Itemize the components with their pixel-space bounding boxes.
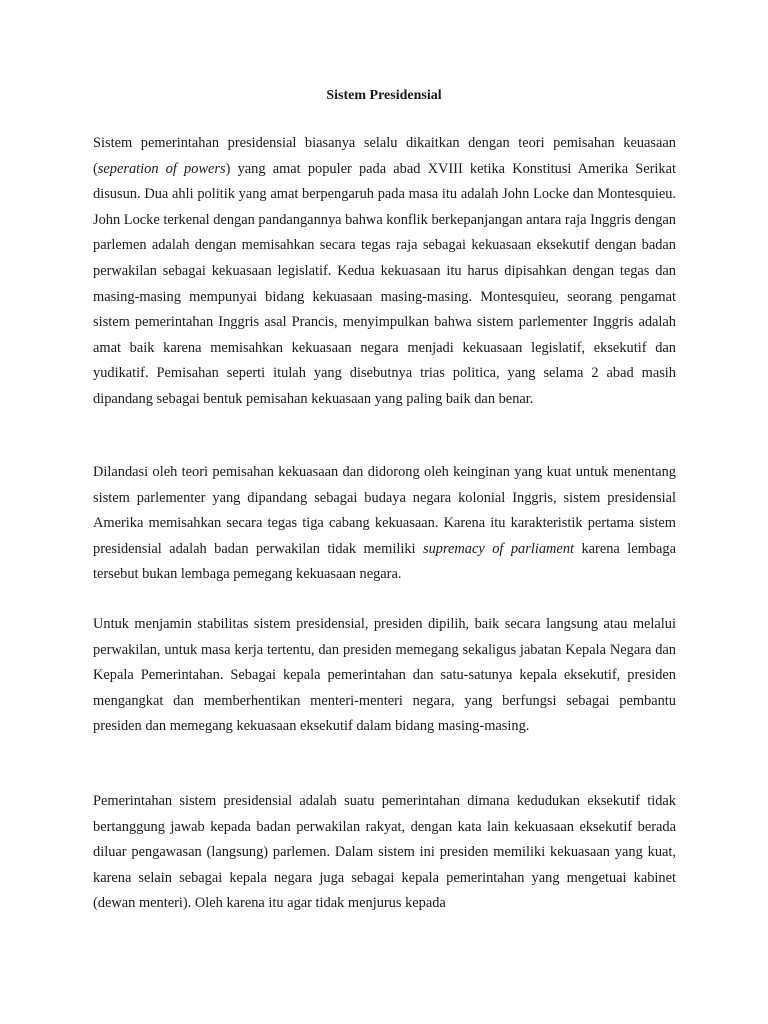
paragraph-3: Untuk menjamin stabilitas sistem presidensial, presiden dipilih, baik secara langsung atau melalui perwakilan, untuk masa kerja tertentu, dan presiden memegang sekaligus jabatan Kepala Negara dan Kepala Pemerintahan. Sebagai kepala pemerintahan dan satu-satunya kepala eksekutif, presiden mengangkat dan memberhentikan menteri-menteri negara, yang berfungsi sebagai pembantu presiden dan memegang kekuasaan eksekutif dalam bidang masing-masing.	[93, 616, 676, 735]
paragraph-1	[93, 131, 676, 413]
paragraph-2-text-c: karena lembaga tersebut bukan lembaga pemegang kekuasaan negara.	[93, 540, 676, 583]
paragraph-1-text-a: Sistem pemerintahan presidensial biasanya selalu dikaitkan dengan teori pemisahan keuasaan (	[93, 135, 676, 177]
paragraph-2-text-a: Dilandasi oleh teori pemisahan kekuasaan dan didorong oleh keinginan yang kuat untuk menentang sistem parlementer yang dipandang sebagai budaya negara kolonial Inggris, sistem presidensial Amerika memisahkan secara tegas tiga cabang kekuasaan. Karena itu karakteristik pertama sistem presidensial adalah badan perwakilan tidak memiliki	[93, 464, 676, 557]
paragraph-4: Pemerintahan sistem presidensial adalah suatu pemerintahan dimana kedudukan eksekutif tidak bertanggung jawab kepada badan perwakilan rakyat, dengan kata lain kekuasaan eksekutif berada diluar pengawasan (langsung) parlemen. Dalam sistem ini presiden memiliki kekuasaan yang kuat, karena selain sebagai kepala negara juga sebagai kepala pemerintahan yang mengetuai kabinet (dewan menteri). Oleh karena itu agar tidak menjurus kepada	[93, 793, 676, 912]
paragraph-1-text-c: ) yang amat populer pada abad XVIII ketika Konstitusi Amerika Serikat disusun. Dua ahli politik yang amat berpengaruh pada masa itu adalah John Locke dan Montesquieu. John Locke terkenal dengan pandangannya bahwa konflik berkepanjangan antara raja Inggris dengan parlemen adalah dengan memisahkan secara tegas raja sebagai kekuasaan eksekutif dengan badan perwakilan sebagai kekuasaan legislatif. Kedua kekuasaan itu harus dipisahkan dengan tegas dan masing-masing mempunyai bidang kekuasaan masing-masing. Montesquieu, seorang pengamat sistem pemerintahan Inggris asal Prancis, menyimpulkan bahwa sistem parlementer Inggris adalah amat baik karena memisahkan kekuasaan negara menjadi kekuasaan legislatif, eksekutif dan yudikatif. Pemisahan seperti itulah yang disebutnya trias politica, yang selama 2 abad masih dipandang sebagai bentuk pemisahan kekuasaan yang paling baik dan benar.	[93, 160, 677, 407]
paragraph-2-italic-term: supremacy of parliament	[422, 540, 575, 557]
document-title: Sistem Presidensial	[326, 88, 442, 103]
paragraph-1-italic-term: seperation of powers	[97, 160, 226, 177]
paragraph-2	[93, 460, 676, 588]
